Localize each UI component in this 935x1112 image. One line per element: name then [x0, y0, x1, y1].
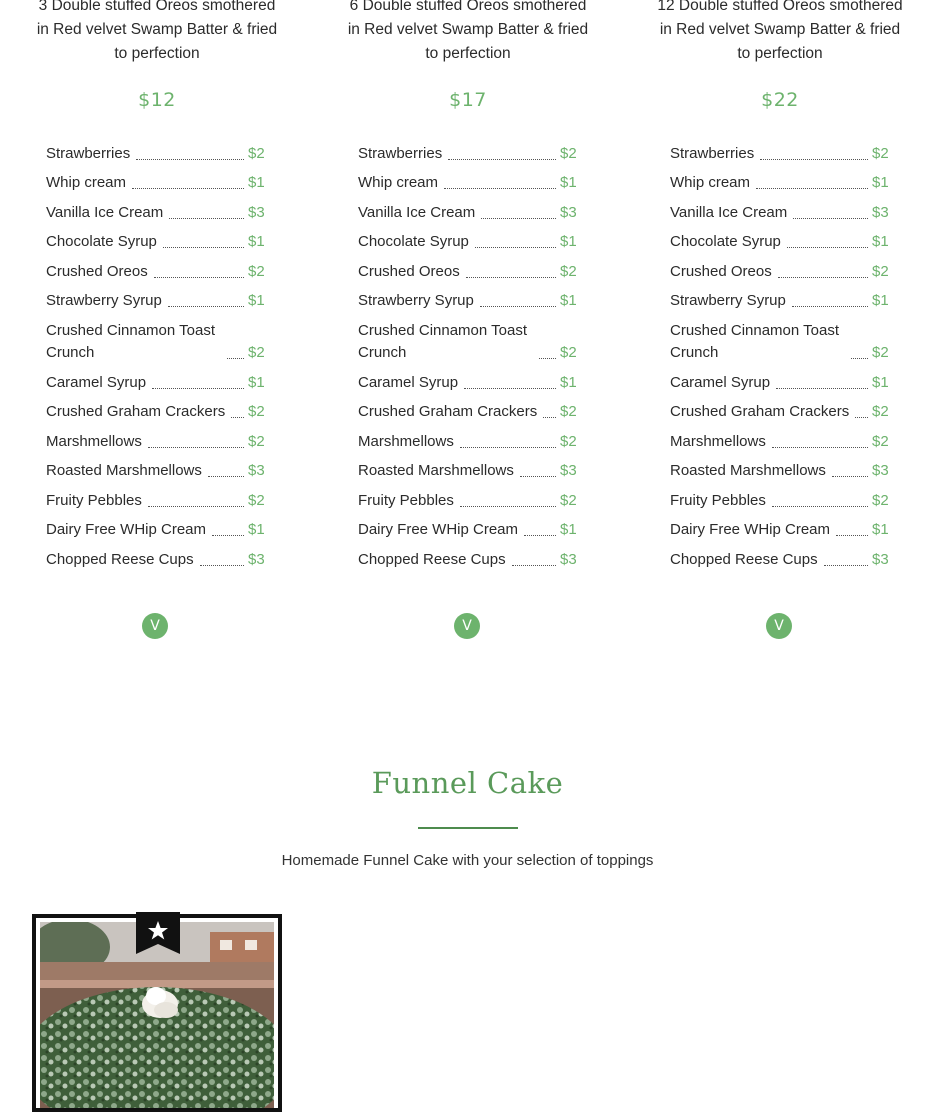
topping-name: Crushed Oreos	[358, 262, 460, 280]
topping-price: $2	[872, 262, 889, 280]
topping-row	[358, 430, 580, 460]
topping-name: Chopped Reese Cups	[358, 550, 506, 568]
vegetarian-icon: V	[142, 613, 168, 639]
dot-leader	[448, 159, 556, 160]
dot-leader	[793, 218, 868, 219]
dot-leader	[480, 306, 556, 307]
topping-row	[46, 319, 268, 371]
topping-price: $3	[872, 462, 889, 479]
dot-leader	[776, 388, 868, 389]
topping-row	[670, 460, 892, 490]
dot-leader	[208, 476, 244, 477]
topping-price: $2	[872, 491, 889, 509]
dot-leader	[524, 535, 556, 536]
dot-leader	[227, 358, 244, 359]
topping-row	[358, 371, 580, 401]
topping-row	[46, 201, 268, 231]
topping-price: $3	[248, 203, 265, 221]
topping-row	[670, 401, 892, 431]
menu-item-column	[343, 0, 593, 113]
topping-name: Crushed Cinnamon Toast Crunch	[358, 322, 527, 361]
topping-row	[46, 172, 268, 202]
dot-leader	[169, 218, 244, 219]
topping-price: $2	[560, 491, 577, 509]
dot-leader	[772, 506, 868, 507]
topping-name: Fruity Pebbles	[670, 491, 766, 509]
topping-price: $3	[872, 203, 889, 221]
topping-row	[670, 319, 892, 371]
topping-name: Crushed Cinnamon Toast Crunch	[670, 322, 839, 361]
menu-item-column	[655, 0, 905, 113]
dot-leader	[851, 358, 868, 359]
topping-row	[46, 430, 268, 460]
dot-leader	[168, 306, 244, 307]
menu-item-column	[32, 0, 282, 113]
dot-leader	[154, 277, 244, 278]
topping-name: Whip cream	[670, 174, 751, 191]
topping-price: $1	[560, 373, 577, 391]
topping-price: $1	[872, 174, 889, 191]
dot-leader	[460, 447, 556, 448]
dot-leader	[132, 188, 244, 189]
dot-leader	[832, 476, 868, 477]
topping-price: $1	[872, 521, 889, 538]
topping-name: Strawberries	[46, 144, 131, 162]
topping-price: $3	[248, 462, 265, 479]
dot-leader	[200, 565, 244, 566]
topping-price: $1	[560, 292, 577, 309]
item-price: $12	[138, 89, 176, 111]
topping-name: Caramel Syrup	[670, 373, 771, 391]
dot-leader	[539, 358, 556, 359]
dot-leader	[444, 188, 556, 189]
topping-price: $2	[560, 403, 577, 420]
topping-row	[670, 231, 892, 261]
dot-leader	[163, 247, 244, 248]
topping-price: $2	[248, 262, 265, 280]
dot-leader	[460, 506, 556, 507]
topping-price: $2	[560, 432, 577, 450]
topping-row	[46, 401, 268, 431]
topping-row	[358, 201, 580, 231]
toppings-list	[358, 142, 580, 578]
topping-row	[46, 260, 268, 290]
dot-leader	[466, 277, 556, 278]
topping-row	[46, 460, 268, 490]
topping-name: Fruity Pebbles	[46, 491, 142, 509]
topping-price: $2	[560, 262, 577, 280]
dot-leader	[512, 565, 556, 566]
topping-name: Chocolate Syrup	[670, 233, 781, 250]
topping-name: Roasted Marshmellows	[46, 462, 202, 479]
topping-price: $1	[248, 174, 265, 191]
topping-name: Crushed Oreos	[670, 262, 772, 280]
topping-price: $2	[872, 144, 889, 162]
dot-leader	[464, 388, 556, 389]
section-subtitle: Homemade Funnel Cake with your selection of toppings	[281, 852, 654, 869]
topping-row	[358, 231, 580, 261]
dot-leader	[836, 535, 868, 536]
topping-name: Marshmellows	[670, 432, 766, 450]
topping-price: $3	[872, 550, 889, 568]
topping-row	[670, 430, 892, 460]
dot-leader	[787, 247, 868, 248]
section-title: Funnel Cake	[371, 766, 564, 800]
topping-row	[46, 290, 268, 320]
topping-name: Crushed Oreos	[46, 262, 148, 280]
topping-price: $2	[560, 144, 577, 162]
topping-price: $2	[872, 403, 889, 420]
dot-leader	[148, 447, 244, 448]
topping-row	[670, 260, 892, 290]
topping-price: $3	[560, 203, 577, 221]
topping-row	[670, 201, 892, 231]
topping-row	[670, 142, 892, 172]
topping-name: Vanilla Ice Cream	[46, 203, 164, 221]
topping-name: Chopped Reese Cups	[46, 550, 194, 568]
topping-price: $2	[560, 344, 577, 361]
dot-leader	[231, 417, 244, 418]
topping-name: Marshmellows	[46, 432, 142, 450]
topping-row	[358, 142, 580, 172]
dot-leader	[212, 535, 244, 536]
topping-row	[670, 489, 892, 519]
topping-name: Crushed Graham Crackers	[358, 403, 538, 420]
topping-row	[358, 290, 580, 320]
topping-price: $1	[872, 292, 889, 309]
dot-leader	[543, 417, 556, 418]
dot-leader	[760, 159, 868, 160]
topping-name: Crushed Graham Crackers	[670, 403, 850, 420]
topping-row	[670, 172, 892, 202]
topping-name: Dairy Free WHip Cream	[670, 521, 831, 538]
topping-name: Whip cream	[46, 174, 127, 191]
dot-leader	[778, 277, 868, 278]
topping-row	[670, 290, 892, 320]
topping-name: Crushed Cinnamon Toast Crunch	[46, 322, 215, 361]
topping-name: Whip cream	[358, 174, 439, 191]
topping-price: $1	[872, 233, 889, 250]
topping-name: Marshmellows	[358, 432, 454, 450]
dot-leader	[824, 565, 868, 566]
dot-leader	[475, 247, 556, 248]
topping-price: $2	[248, 344, 265, 361]
item-description: 6 Double stuffed Oreos smothered in Red velvet Swamp Batter & fried to perfection	[347, 0, 589, 62]
topping-row	[46, 489, 268, 519]
topping-name: Strawberries	[358, 144, 443, 162]
topping-row	[670, 371, 892, 401]
topping-price: $2	[872, 344, 889, 361]
topping-name: Crushed Graham Crackers	[46, 403, 226, 420]
topping-price: $1	[872, 373, 889, 391]
topping-row	[358, 260, 580, 290]
item-description: 3 Double stuffed Oreos smothered in Red velvet Swamp Batter & fried to perfection	[36, 0, 278, 62]
item-price: $17	[449, 89, 487, 111]
topping-price: $1	[248, 521, 265, 538]
topping-row	[670, 548, 892, 578]
topping-row	[358, 172, 580, 202]
topping-row	[46, 231, 268, 261]
topping-name: Strawberry Syrup	[46, 292, 162, 309]
vegetarian-icon: V	[766, 613, 792, 639]
topping-price: $2	[248, 144, 265, 162]
toppings-list	[670, 142, 892, 578]
topping-price: $2	[872, 432, 889, 450]
topping-row	[670, 519, 892, 549]
topping-price: $3	[560, 550, 577, 568]
topping-name: Caramel Syrup	[46, 373, 147, 391]
dot-leader	[792, 306, 868, 307]
dot-leader	[520, 476, 556, 477]
topping-price: $1	[248, 292, 265, 309]
topping-name: Chocolate Syrup	[46, 233, 157, 250]
topping-row	[46, 519, 268, 549]
dot-leader	[136, 159, 244, 160]
topping-name: Strawberry Syrup	[358, 292, 474, 309]
dot-leader	[756, 188, 868, 189]
topping-name: Roasted Marshmellows	[670, 462, 826, 479]
topping-price: $1	[560, 174, 577, 191]
topping-name: Roasted Marshmellows	[358, 462, 514, 479]
topping-name: Dairy Free WHip Cream	[358, 521, 519, 538]
topping-price: $1	[248, 373, 265, 391]
topping-name: Caramel Syrup	[358, 373, 459, 391]
topping-price: $1	[560, 521, 577, 538]
item-price: $22	[761, 89, 799, 111]
featured-badge	[136, 912, 180, 954]
topping-name: Fruity Pebbles	[358, 491, 454, 509]
topping-name: Strawberries	[670, 144, 755, 162]
topping-price: $3	[560, 462, 577, 479]
topping-row	[358, 489, 580, 519]
dot-leader	[481, 218, 556, 219]
topping-row	[46, 142, 268, 172]
dot-leader	[148, 506, 244, 507]
topping-name: Vanilla Ice Cream	[670, 203, 788, 221]
topping-name: Chocolate Syrup	[358, 233, 469, 250]
item-description: 12 Double stuffed Oreos smothered in Red velvet Swamp Batter & fried to perfection	[657, 0, 903, 62]
topping-row	[358, 460, 580, 490]
topping-price: $1	[560, 233, 577, 250]
topping-price: $2	[248, 403, 265, 420]
dot-leader	[152, 388, 244, 389]
topping-price: $2	[248, 491, 265, 509]
dot-leader	[772, 447, 868, 448]
topping-name: Strawberry Syrup	[670, 292, 786, 309]
dot-leader	[855, 417, 868, 418]
topping-price: $2	[248, 432, 265, 450]
topping-row	[46, 548, 268, 578]
toppings-list	[46, 142, 268, 578]
topping-name: Vanilla Ice Cream	[358, 203, 476, 221]
topping-row	[46, 371, 268, 401]
topping-name: Dairy Free WHip Cream	[46, 521, 207, 538]
topping-row	[358, 319, 580, 371]
topping-row	[358, 548, 580, 578]
topping-name: Chopped Reese Cups	[670, 550, 818, 568]
topping-row	[358, 401, 580, 431]
topping-row	[358, 519, 580, 549]
section-divider	[418, 827, 518, 829]
topping-price: $1	[248, 233, 265, 250]
topping-price: $3	[248, 550, 265, 568]
vegetarian-icon: V	[454, 613, 480, 639]
